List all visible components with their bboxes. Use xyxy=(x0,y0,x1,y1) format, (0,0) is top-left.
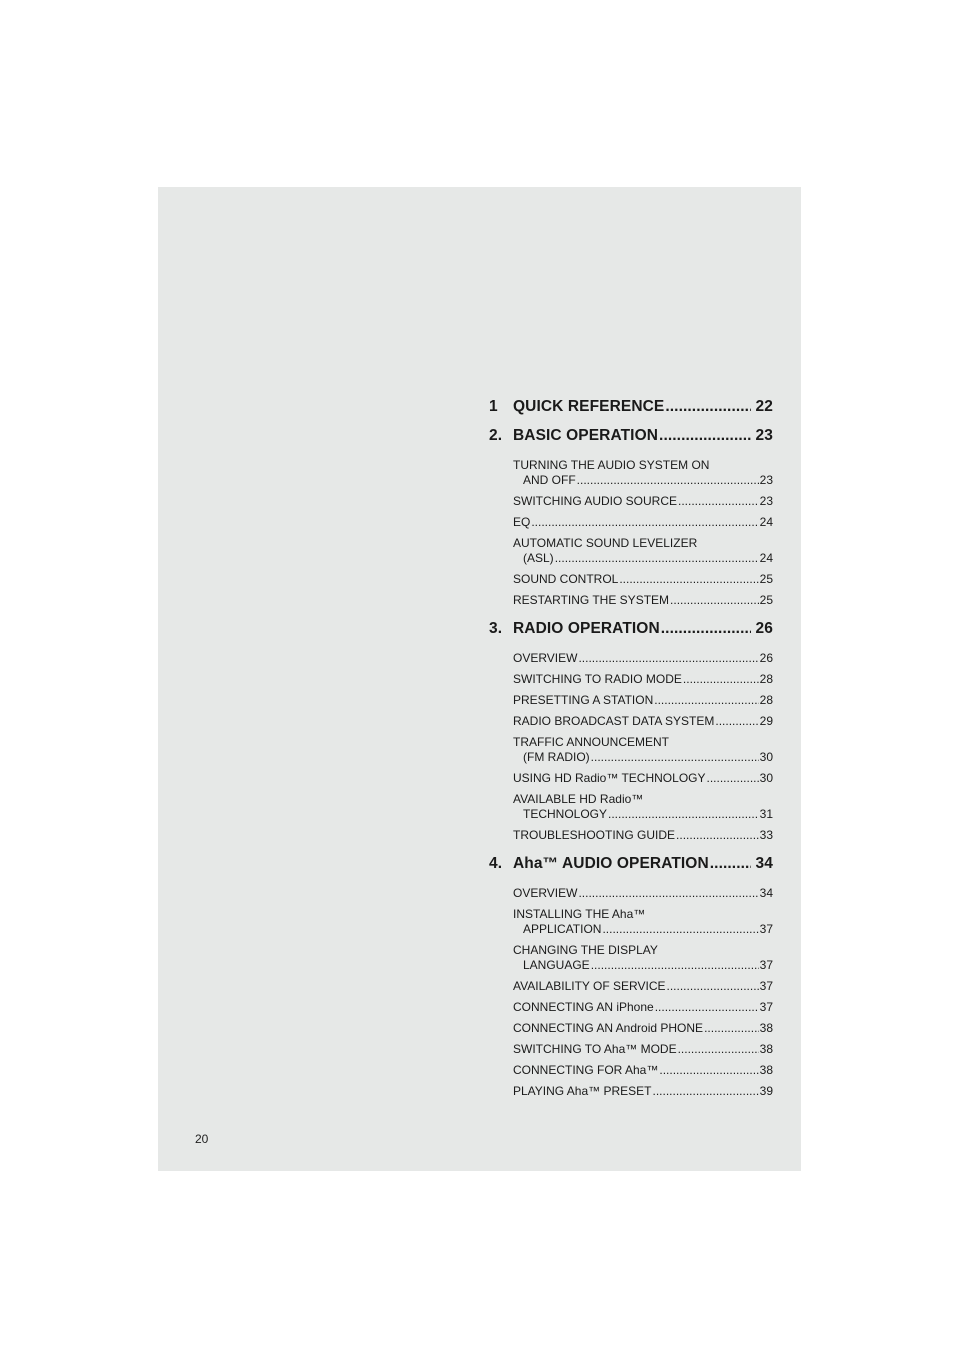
toc-entry[interactable] xyxy=(513,693,773,708)
toc-entry[interactable] xyxy=(513,792,773,822)
toc-entry[interactable] xyxy=(513,536,773,566)
entry-title: CONNECTING AN Android PHONE xyxy=(513,1021,704,1035)
entry-page-number: 29 xyxy=(759,714,773,728)
entry-page-number: 37 xyxy=(759,922,773,936)
entry-leader-row xyxy=(513,651,773,666)
entry-title-first-line: CHANGING THE DISPLAY xyxy=(513,943,658,957)
toc-entry[interactable] xyxy=(513,907,773,937)
dot-leader xyxy=(653,1084,759,1099)
entry-title: TECHNOLOGY xyxy=(523,807,608,821)
entry-leader-row xyxy=(513,1021,773,1036)
entry-leader-row xyxy=(513,672,773,687)
toc-entry[interactable] xyxy=(513,494,773,509)
entry-leader-row xyxy=(513,922,773,937)
toc-entry[interactable] xyxy=(513,1063,773,1078)
dot-leader xyxy=(591,750,759,765)
toc-entry[interactable] xyxy=(513,572,773,587)
toc-entry[interactable] xyxy=(513,943,773,973)
entry-page-number: 39 xyxy=(759,1084,773,1098)
dot-leader xyxy=(715,714,758,729)
entry-title: APPLICATION xyxy=(523,922,602,936)
toc-entry[interactable] xyxy=(513,458,773,488)
entry-title: CONNECTING FOR Aha™ xyxy=(513,1063,659,1077)
toc-entry-list xyxy=(513,886,773,1099)
entry-page-number: 37 xyxy=(759,1000,773,1014)
toc-entry[interactable] xyxy=(513,714,773,729)
dot-leader xyxy=(655,1000,759,1015)
entry-page-number: 38 xyxy=(759,1063,773,1077)
chapter-page-number: 23 xyxy=(755,427,773,444)
entry-leader-row xyxy=(513,693,773,708)
entry-leader-row xyxy=(513,714,773,729)
toc-entry[interactable] xyxy=(513,771,773,786)
entry-leader-row xyxy=(513,551,773,566)
entry-leader-row xyxy=(513,828,773,843)
entry-leader-row xyxy=(513,572,773,587)
toc-entry[interactable] xyxy=(513,1021,773,1036)
dot-leader xyxy=(676,828,759,843)
entry-page-number: 37 xyxy=(759,958,773,972)
entry-page-number: 25 xyxy=(759,572,773,586)
entry-page-number: 31 xyxy=(759,807,773,821)
entry-leader-row xyxy=(513,750,773,765)
entry-page-number: 37 xyxy=(759,979,773,993)
entry-title: SWITCHING TO Aha™ MODE xyxy=(513,1042,677,1056)
dot-leader xyxy=(667,979,759,994)
entry-title: PRESETTING A STATION xyxy=(513,693,654,707)
toc-chapter[interactable] xyxy=(489,398,773,416)
dot-leader xyxy=(602,922,758,937)
dot-leader xyxy=(591,958,759,973)
dot-leader xyxy=(704,1021,759,1036)
entry-page-number: 23 xyxy=(759,473,773,487)
entry-leader-row xyxy=(513,807,773,822)
toc-entry[interactable] xyxy=(513,735,773,765)
entry-title: SOUND CONTROL xyxy=(513,572,619,586)
entry-title: RESTARTING THE SYSTEM xyxy=(513,593,670,607)
entry-page-number: 38 xyxy=(759,1021,773,1035)
entry-title: LANGUAGE xyxy=(523,958,590,972)
entry-leader-row xyxy=(513,958,773,973)
chapter-page-number: 34 xyxy=(755,855,773,872)
entry-title: (ASL) xyxy=(523,551,554,565)
toc-chapter[interactable] xyxy=(489,427,773,445)
entry-title: (FM RADIO) xyxy=(523,750,590,764)
entry-page-number: 23 xyxy=(759,494,773,508)
toc-entry[interactable] xyxy=(513,651,773,666)
entry-page-number: 30 xyxy=(759,750,773,764)
dot-leader xyxy=(678,1042,759,1057)
entry-title-first-line: TRAFFIC ANNOUNCEMENT xyxy=(513,735,669,749)
entry-page-number: 26 xyxy=(759,651,773,665)
chapter-number: 3. xyxy=(489,620,503,637)
dot-leader xyxy=(578,651,758,666)
dot-leader xyxy=(578,886,758,901)
dot-leader xyxy=(710,855,751,873)
toc-entry[interactable] xyxy=(513,1084,773,1099)
entry-title: OVERVIEW xyxy=(513,651,578,665)
entry-page-number: 25 xyxy=(759,593,773,607)
entry-leader-row xyxy=(513,771,773,786)
toc-entry[interactable] xyxy=(513,1000,773,1015)
entry-leader-row xyxy=(513,1084,773,1099)
dot-leader xyxy=(654,693,758,708)
chapter-title: Aha™ AUDIO OPERATION xyxy=(513,855,709,872)
entry-title: OVERVIEW xyxy=(513,886,578,900)
toc-entry-list xyxy=(513,458,773,608)
entry-leader-row xyxy=(513,1000,773,1015)
chapter-title: QUICK REFERENCE xyxy=(513,398,665,415)
toc-chapter[interactable] xyxy=(489,620,773,638)
table-of-contents xyxy=(489,398,773,1111)
chapter-number: 4. xyxy=(489,855,503,872)
entry-title: TROUBLESHOOTING GUIDE xyxy=(513,828,676,842)
entry-leader-row xyxy=(513,473,773,488)
entry-title-first-line: TURNING THE AUDIO SYSTEM ON xyxy=(513,458,710,472)
entry-page-number: 28 xyxy=(759,693,773,707)
chapter-page-number: 26 xyxy=(755,620,773,637)
entry-leader-row xyxy=(513,1042,773,1057)
entry-page-number: 33 xyxy=(759,828,773,842)
entry-title: SWITCHING TO RADIO MODE xyxy=(513,672,682,686)
entry-title: CONNECTING AN iPhone xyxy=(513,1000,654,1014)
toc-entry[interactable] xyxy=(513,979,773,994)
toc-entry[interactable] xyxy=(513,828,773,843)
entry-leader-row xyxy=(513,515,773,530)
chapter-title: BASIC OPERATION xyxy=(513,427,659,444)
dot-leader xyxy=(661,620,751,638)
entry-title: SWITCHING AUDIO SOURCE xyxy=(513,494,678,508)
dot-leader xyxy=(659,427,751,445)
dot-leader xyxy=(678,494,759,509)
entry-title: AND OFF xyxy=(523,473,576,487)
page-number: 20 xyxy=(195,1132,209,1146)
dot-leader xyxy=(555,551,759,566)
entry-title-first-line: AVAILABLE HD Radio™ xyxy=(513,792,644,806)
entry-page-number: 30 xyxy=(759,771,773,785)
toc-entry-list xyxy=(513,651,773,843)
entry-title: USING HD Radio™ TECHNOLOGY xyxy=(513,771,706,785)
entry-title-first-line: AUTOMATIC SOUND LEVELIZER xyxy=(513,536,698,550)
toc-entry[interactable] xyxy=(513,1042,773,1057)
entry-title: AVAILABILITY OF SERVICE xyxy=(513,979,666,993)
entry-page-number: 34 xyxy=(759,886,773,900)
toc-entry[interactable] xyxy=(513,672,773,687)
entry-title-first-line: INSTALLING THE Aha™ xyxy=(513,907,646,921)
dot-leader xyxy=(665,398,750,416)
dot-leader xyxy=(531,515,758,530)
dot-leader xyxy=(659,1063,758,1078)
entry-page-number: 24 xyxy=(759,515,773,529)
dot-leader xyxy=(577,473,759,488)
entry-page-number: 38 xyxy=(759,1042,773,1056)
dot-leader xyxy=(707,771,759,786)
entry-title: PLAYING Aha™ PRESET xyxy=(513,1084,652,1098)
entry-leader-row xyxy=(513,494,773,509)
toc-entry[interactable] xyxy=(513,886,773,901)
chapter-number: 2. xyxy=(489,427,503,444)
toc-entry[interactable] xyxy=(513,515,773,530)
chapter-title: RADIO OPERATION xyxy=(513,620,660,637)
entry-leader-row xyxy=(513,1063,773,1078)
toc-entry[interactable] xyxy=(513,593,773,608)
dot-leader xyxy=(683,672,759,687)
chapter-page-number: 22 xyxy=(755,398,773,415)
entry-page-number: 28 xyxy=(759,672,773,686)
toc-chapter[interactable] xyxy=(489,855,773,873)
dot-leader xyxy=(619,572,758,587)
dot-leader xyxy=(608,807,759,822)
entry-page-number: 24 xyxy=(759,551,773,565)
entry-title: EQ xyxy=(513,515,531,529)
entry-title: RADIO BROADCAST DATA SYSTEM xyxy=(513,714,715,728)
dot-leader xyxy=(670,593,759,608)
entry-leader-row xyxy=(513,593,773,608)
entry-leader-row xyxy=(513,979,773,994)
entry-leader-row xyxy=(513,886,773,901)
chapter-number: 1 xyxy=(489,398,498,415)
